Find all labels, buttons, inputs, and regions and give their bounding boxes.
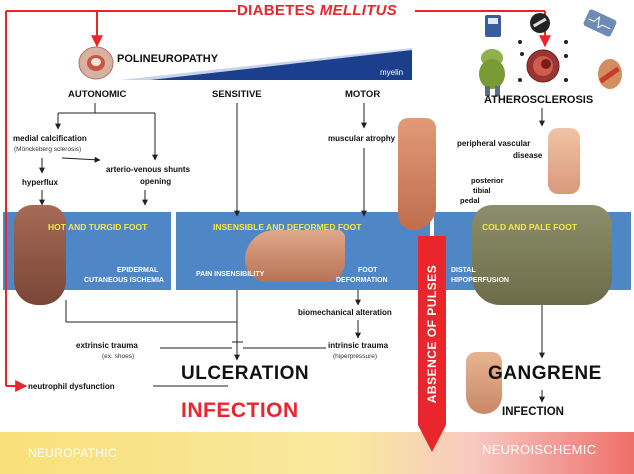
epidermal-label-2: CUTANEOUS ISCHEMIA — [84, 277, 164, 284]
av-shunts-label-2: opening — [140, 177, 172, 186]
biomechanical-alteration-label: biomechanical alteration — [298, 308, 392, 317]
neutrophil-dysfunction-label: neutrophil dysfunction — [28, 382, 115, 391]
infection-label-large: INFECTION — [181, 399, 299, 422]
intrinsic-trauma-label: intrinsic trauma — [328, 341, 389, 350]
cold-pale-foot-label: COLD AND PALE FOOT — [482, 222, 577, 232]
muscular-atrophy-label: muscular atrophy — [328, 134, 396, 143]
smoking-icon — [530, 13, 550, 33]
pedal-label: pedal — [460, 196, 480, 205]
extrinsic-trauma-label: extrinsic trauma — [76, 341, 138, 350]
blood-vessel-icon — [527, 50, 559, 82]
ex-shoes-label: (ex. shoes) — [102, 353, 135, 360]
neuroischemic-label: NEUROISCHEMIC — [482, 442, 597, 457]
neuropathic-label: NEUROPATHIC — [28, 446, 117, 460]
infection-label-small: INFECTION — [502, 406, 564, 418]
pain-insensibility-label: PAIN INSENSIBILITY — [196, 271, 265, 278]
gangrene-label: GANGRENE — [488, 363, 602, 384]
overweight-person-icon — [479, 49, 505, 96]
motor-label: MOTOR — [345, 89, 381, 100]
epidermal-label-1: EPIDERMAL — [117, 267, 159, 274]
monckeberg-label: (Mönckeberg sclerosis) — [14, 146, 82, 153]
foot-deformation-label-2: DEFORMATION — [336, 277, 388, 284]
atherosclerosis-label: ATHEROSCLEROSIS — [484, 94, 594, 106]
hyperflux-label: hyperflux — [22, 178, 59, 187]
title-suffix: MELLITUS — [319, 2, 398, 19]
polineuropathy-label: POLINEUROPATHY — [117, 53, 219, 65]
medial-calcification-label: medial calcification — [13, 134, 87, 143]
ecg-icon — [583, 9, 618, 38]
posterior-label: posterior — [471, 176, 504, 185]
distal-label-1: DISTAL — [451, 267, 476, 274]
pvd-label-1: peripheral vascular — [457, 139, 531, 148]
av-shunts-label-1: arterio-venous shunts — [106, 165, 191, 174]
distal-label-2: HIPOPERFUSION — [451, 277, 509, 284]
title-prefix: DIABETES — [237, 2, 320, 19]
tibial-label: tibial — [473, 186, 491, 195]
foot-deformation-label-1: FOOT — [358, 267, 378, 274]
pvd-label-2: disease — [513, 151, 543, 160]
insensible-deformed-foot-label: INSENSIBLE AND DEFORMED FOOT — [213, 222, 362, 232]
autonomic-label: AUTONOMIC — [68, 89, 127, 100]
calipers-icon — [598, 59, 622, 89]
myelin-label: myelin — [380, 68, 404, 77]
scale-icon — [485, 15, 501, 37]
diagram-title — [237, 2, 397, 19]
nerve-icon — [79, 47, 113, 79]
hiperpressure-label: (hiperpressure) — [333, 353, 378, 360]
sensitive-label: SENSITIVE — [212, 89, 262, 100]
absence-of-pulses-label: ABSENCE OF PULSES — [425, 264, 439, 404]
ulceration-label: ULCERATION — [181, 363, 310, 384]
hot-turgid-foot-label: HOT AND TURGID FOOT — [48, 222, 148, 232]
